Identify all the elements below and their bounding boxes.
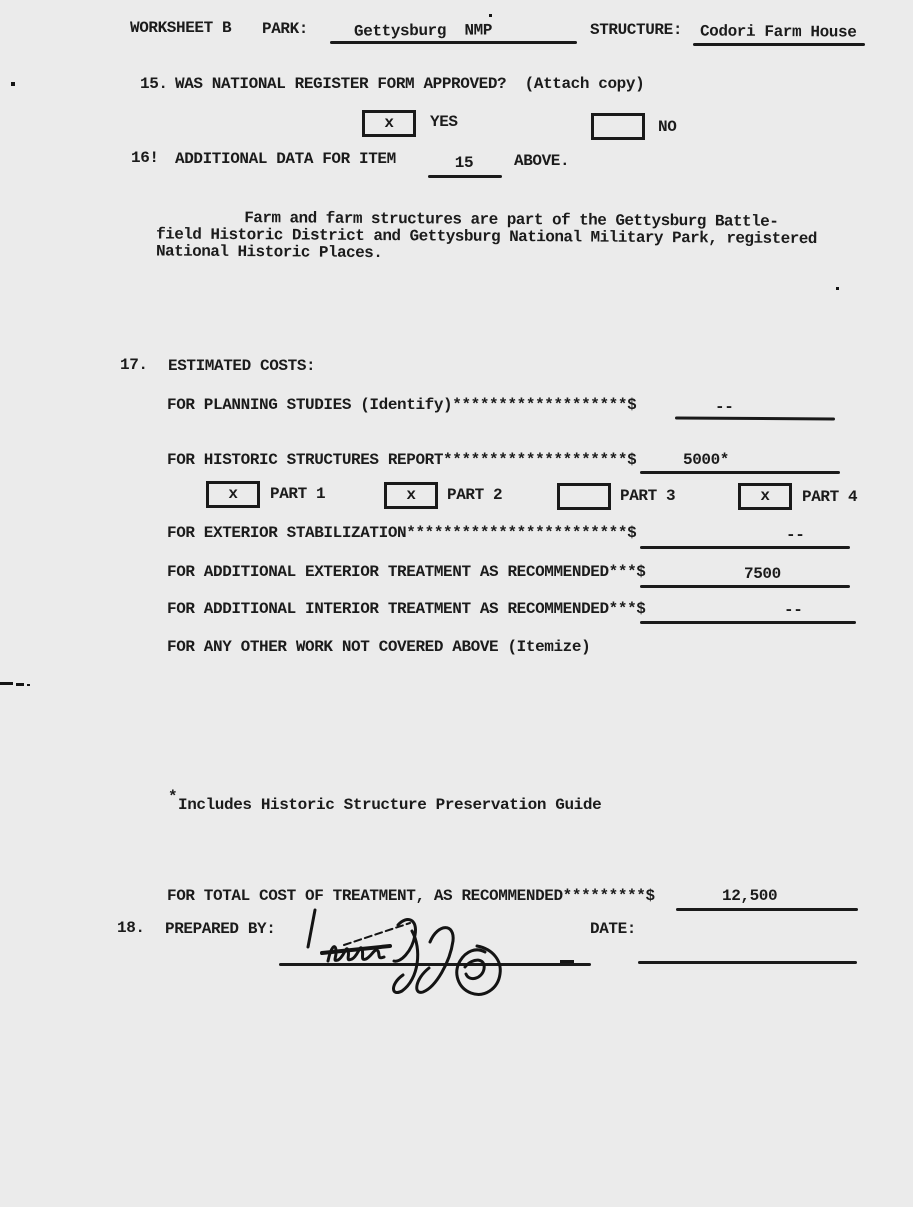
- part2-checkbox-mark: x: [406, 486, 416, 504]
- additional-interior-amount-underline: [640, 621, 856, 624]
- footnote-asterisk: *: [168, 788, 178, 806]
- item16-text-after: ABOVE.: [514, 152, 570, 170]
- part4-checkbox-mark: x: [760, 487, 770, 505]
- cost-line-exterior-stabilization: FOR EXTERIOR STABILIZATION************************$: [167, 524, 637, 542]
- yes-label: YES: [430, 113, 458, 131]
- paragraph-line-1: Farm and farm structures are part of the Gettysburg Battle-: [244, 209, 779, 231]
- date-underline: [638, 961, 857, 964]
- part3-label: PART 3: [620, 487, 676, 505]
- no-label: NO: [658, 118, 677, 136]
- planning-studies-amount: --: [715, 398, 734, 416]
- cost-line-additional-exterior: FOR ADDITIONAL EXTERIOR TREATMENT AS RECOMMENDED***$: [167, 563, 646, 581]
- total-cost-underline: [676, 908, 858, 911]
- additional-exterior-amount-underline: [640, 585, 850, 588]
- structure-label: STRUCTURE:: [590, 21, 683, 39]
- part3-checkbox: [557, 483, 611, 510]
- additional-exterior-amount: 7500: [744, 565, 781, 583]
- scan-edge-dash: [16, 683, 24, 686]
- planning-studies-amount-underline: [675, 416, 835, 420]
- part2-checkbox: [384, 482, 438, 509]
- item18-number: 18.: [117, 919, 145, 937]
- scan-edge-dash: [0, 682, 13, 685]
- part2-label: PART 2: [447, 486, 503, 504]
- item15-number: 15.: [140, 75, 168, 93]
- structures-report-amount: 5000*: [683, 451, 730, 469]
- scan-edge-dash: [560, 960, 574, 963]
- paragraph-line-2: field Historic District and Gettysburg National Military Park, registered: [156, 225, 817, 249]
- park-value: Gettysburg NMP: [353, 21, 493, 41]
- scan-speck: [836, 287, 839, 290]
- part1-label: PART 1: [270, 485, 326, 503]
- item17-title: ESTIMATED COSTS:: [168, 357, 316, 375]
- item16-text-before: ADDITIONAL DATA FOR ITEM: [175, 150, 396, 168]
- footnote-text: Includes Historic Structure Preservation Guide: [178, 796, 602, 814]
- structure-underline: [693, 43, 865, 46]
- total-cost-line: FOR TOTAL COST OF TREATMENT, AS RECOMMENDED*********$: [167, 887, 655, 905]
- total-cost-amount: 12,500: [722, 887, 778, 905]
- structures-report-amount-underline: [640, 471, 840, 474]
- scan-speck: [11, 82, 15, 86]
- park-label: PARK:: [262, 20, 309, 38]
- item16-ref-underline: [428, 175, 502, 178]
- item16-number: 16!: [131, 149, 159, 167]
- exterior-stabilization-amount-underline: [640, 546, 850, 549]
- additional-interior-amount: --: [784, 601, 803, 619]
- cost-line-additional-interior: FOR ADDITIONAL INTERIOR TREATMENT AS RECOMMENDED***$: [167, 600, 646, 618]
- park-underline: [330, 41, 577, 44]
- scan-speck: [489, 14, 492, 17]
- no-checkbox: [591, 113, 645, 140]
- signature-scrawl: [272, 895, 512, 1005]
- exterior-stabilization-amount: --: [786, 526, 805, 544]
- cost-line-planning-studies: FOR PLANNING STUDIES (Identify)*******************$: [167, 396, 637, 414]
- part4-label: PART 4: [802, 488, 858, 506]
- worksheet-title: WORKSHEET B: [130, 19, 232, 37]
- yes-checkbox-mark: x: [384, 114, 394, 132]
- prepared-by-label: PREPARED BY:: [165, 920, 276, 938]
- other-work-line: FOR ANY OTHER WORK NOT COVERED ABOVE (Itemize): [167, 638, 591, 656]
- item16-paragraph: [156, 209, 877, 297]
- item17-number: 17.: [120, 356, 148, 374]
- date-label: DATE:: [590, 920, 637, 938]
- scan-edge-dash: [27, 684, 30, 686]
- yes-checkbox: [362, 110, 416, 137]
- part1-checkbox-mark: x: [228, 485, 238, 503]
- structure-value: Codori Farm House: [699, 22, 857, 42]
- item16-item-ref: 15: [454, 154, 474, 172]
- part1-checkbox: [206, 481, 260, 508]
- paragraph-line-3: National Historic Places.: [155, 242, 383, 263]
- cost-line-structures-report: FOR HISTORIC STRUCTURES REPORT********************$: [167, 451, 637, 469]
- part4-checkbox: [738, 483, 792, 510]
- item15-question: WAS NATIONAL REGISTER FORM APPROVED? (Attach copy): [175, 75, 645, 93]
